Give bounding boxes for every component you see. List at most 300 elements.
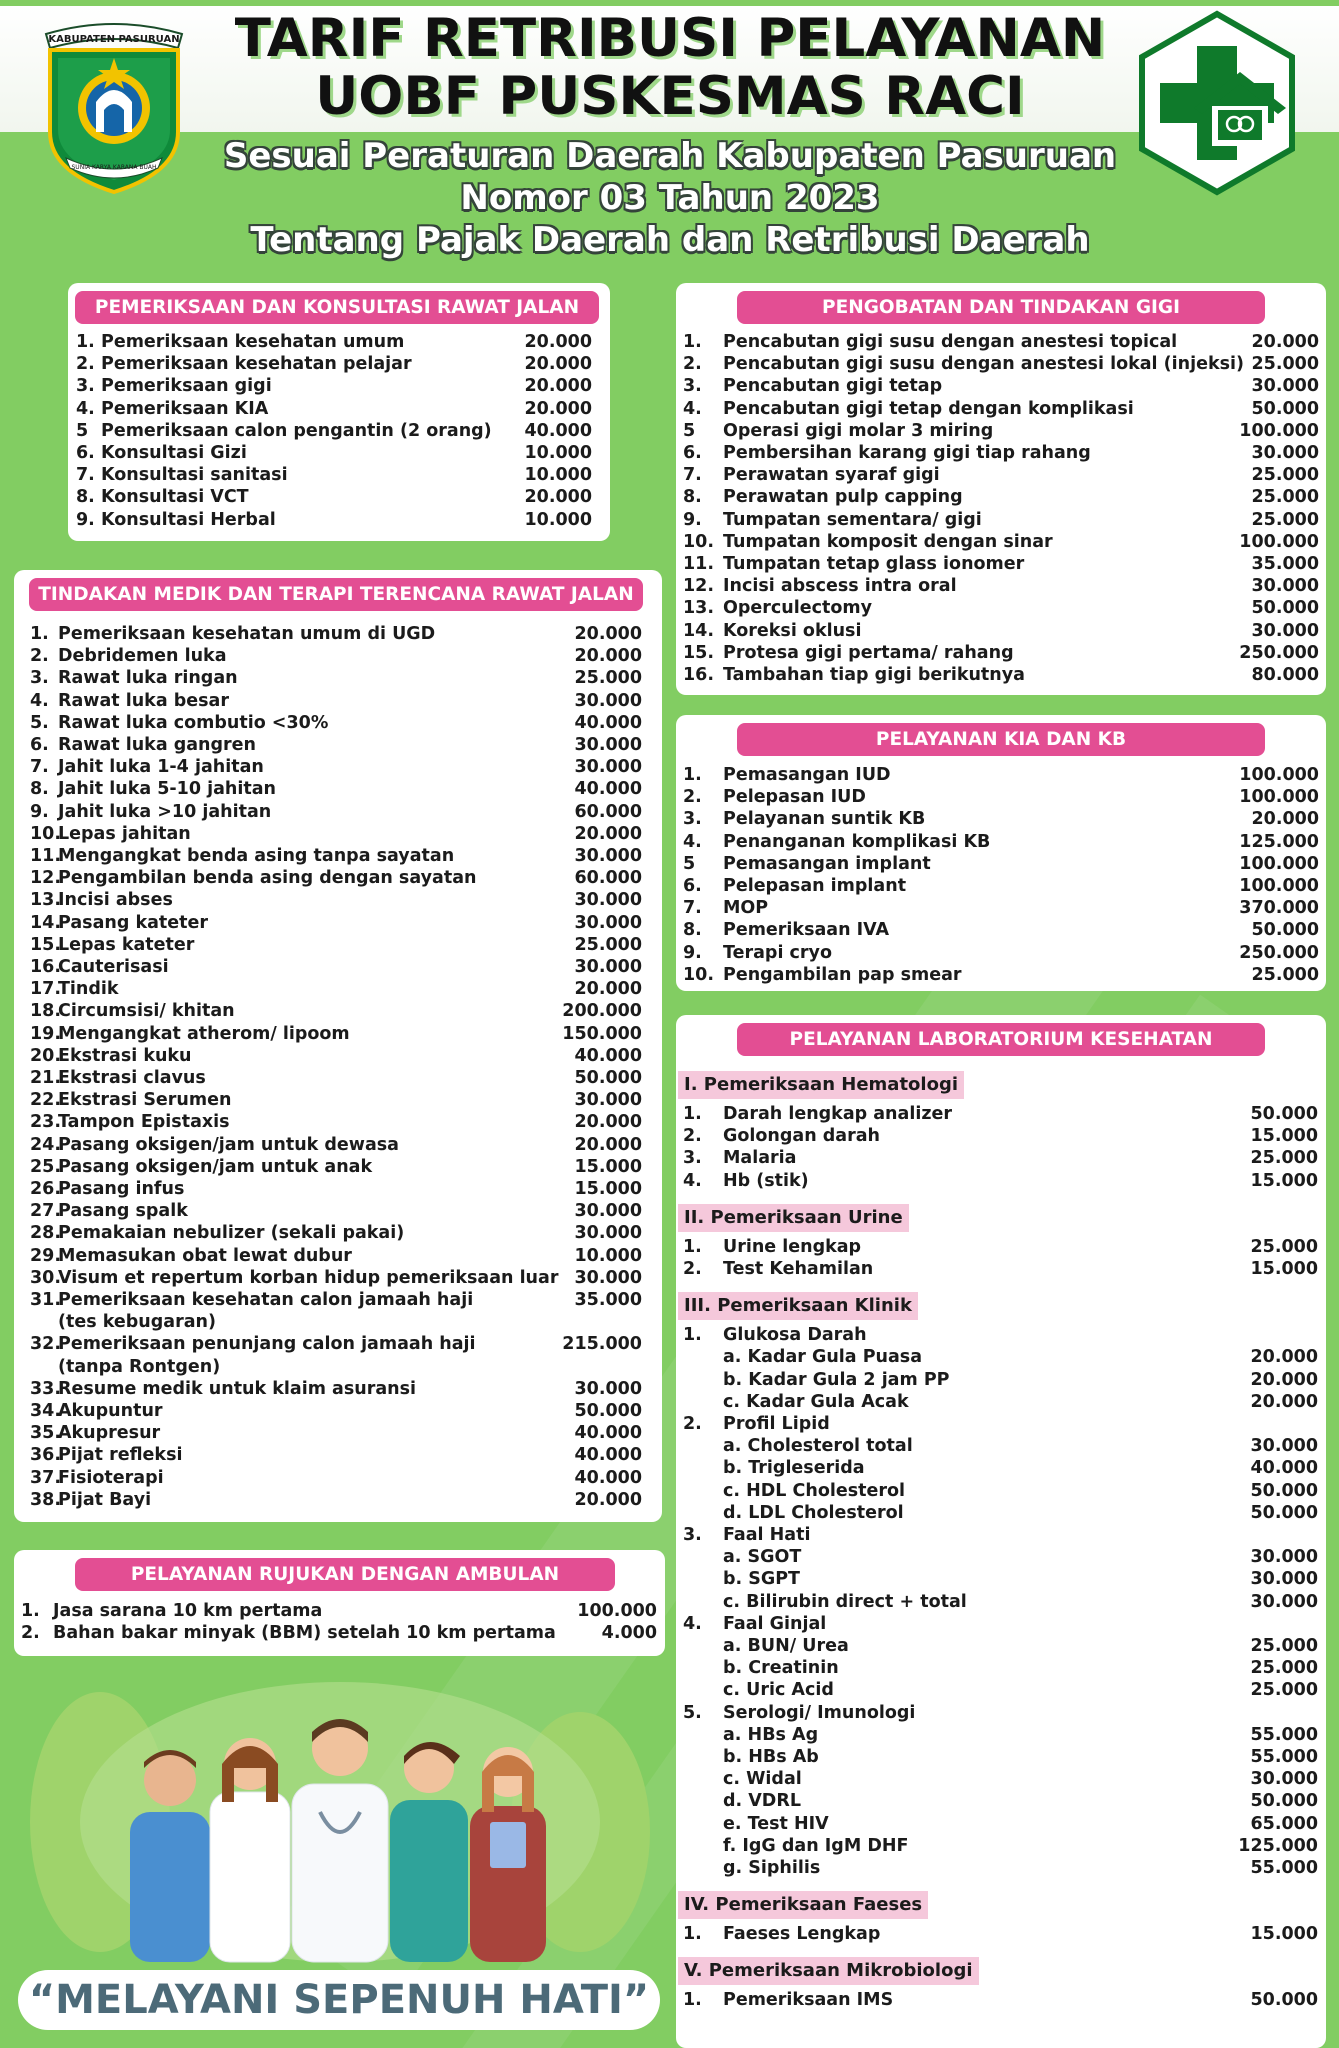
item-number: 5 — [76, 420, 89, 441]
item-label: Pemeriksaan kesehatan calon jamaah haji — [58, 1290, 474, 1310]
item-price: 55.000 — [1250, 1858, 1318, 1878]
item-price: 40.000 — [574, 779, 642, 800]
item-number: 8. — [30, 779, 49, 800]
price-row — [21, 1600, 661, 1622]
item-number: 9. — [683, 942, 702, 963]
item-label: c. Uric Acid — [723, 1680, 834, 1701]
item-number: 10. — [683, 531, 715, 552]
price-row — [30, 867, 646, 889]
price-row — [683, 1923, 1318, 1945]
item-price: 200.000 — [562, 1001, 642, 1022]
price-row — [30, 978, 646, 1000]
item-price: 30.000 — [574, 757, 642, 778]
item-number: 15. — [683, 642, 715, 663]
price-row — [30, 1089, 646, 1111]
item-label: Operculectomy — [723, 598, 873, 619]
item-label: Pasang oksigen/jam untuk anak — [58, 1156, 373, 1177]
item-number: 6. — [683, 443, 702, 463]
item-price: 25.000 — [1250, 1680, 1318, 1701]
price-row — [30, 845, 646, 867]
item-price: 30.000 — [1250, 1436, 1318, 1457]
item-label: Urine lengkap — [723, 1236, 862, 1257]
item-number: 8. — [683, 487, 702, 508]
subsection-heading: III. Pemeriksaan Klinik — [678, 1292, 918, 1320]
item-price: 20.000 — [1250, 1391, 1318, 1412]
item-price: 30.000 — [574, 890, 642, 911]
price-row — [30, 1333, 646, 1355]
item-label: Protesa gigi pertama/ rahang — [723, 642, 1014, 663]
item-label: Mengangkat atherom/ lipoom — [58, 1023, 350, 1044]
item-label: Pembersihan karang gigi tiap rahang — [723, 443, 1091, 463]
item-price: 40.000 — [574, 1423, 642, 1444]
item-label: Incisi abses — [58, 890, 173, 911]
item-price: 10.000 — [524, 509, 592, 530]
price-row — [683, 964, 1319, 986]
item-label: c. Bilirubin direct + total — [723, 1591, 967, 1612]
item-label: Circumsisi/ khitan — [58, 1001, 235, 1022]
item-label: a. HBs Ag — [723, 1724, 819, 1745]
item-price: 100.000 — [577, 1601, 657, 1621]
price-row — [683, 1457, 1318, 1479]
item-label: Akupresur — [58, 1423, 161, 1444]
price-row — [30, 1378, 646, 1400]
item-label: Rawat luka gangren — [58, 735, 256, 755]
item-number: 33. — [30, 1378, 62, 1399]
item-label: Resume medik untuk klaim asuransi — [58, 1378, 417, 1399]
price-row — [683, 897, 1319, 919]
price-row — [30, 801, 646, 823]
item-price: 250.000 — [1239, 642, 1319, 663]
item-label: d. LDL Cholesterol — [723, 1502, 904, 1523]
price-row — [683, 553, 1319, 575]
price-row — [30, 1200, 646, 1222]
item-number: 2. — [76, 354, 95, 375]
item-number: 9. — [683, 509, 702, 530]
price-row — [30, 778, 646, 800]
subsection-heading: V. Pemeriksaan Mikrobiologi — [678, 1957, 979, 1985]
item-number: 27. — [30, 1201, 62, 1222]
item-label: Faeses Lengkap — [723, 1924, 881, 1945]
item-price: 25.000 — [1250, 1148, 1318, 1169]
item-number: 5 — [683, 853, 696, 874]
item-price: 40.000 — [574, 1045, 642, 1066]
price-row — [683, 1236, 1318, 1258]
item-number: 34. — [30, 1401, 62, 1421]
price-row — [30, 956, 646, 978]
item-label: Pemeriksaan calon pengantin (2 orang) — [101, 420, 492, 441]
section-title: PELAYANAN KIA DAN KB — [737, 723, 1265, 756]
price-row — [30, 934, 646, 956]
item-label: Pemeriksaan penunjang calon jamaah haji — [58, 1334, 476, 1355]
item-label: Ekstrasi kuku — [58, 1045, 192, 1066]
item-label: Pemakaian nebulizer (sekali pakai) — [58, 1223, 405, 1244]
item-label: Penanganan komplikasi KB — [723, 831, 991, 852]
item-label: Pencabutan gigi tetap — [723, 376, 943, 397]
item-label: Jahit luka >10 jahitan — [58, 801, 272, 822]
price-row — [683, 1170, 1318, 1192]
price-row — [76, 331, 592, 353]
price-row — [76, 442, 592, 464]
item-price: 30.000 — [1250, 1547, 1318, 1568]
item-label: Pijat refleksi — [58, 1445, 183, 1466]
item-label: Konsultasi sanitasi — [101, 465, 288, 486]
item-price: 20.000 — [574, 624, 642, 644]
item-label: Bahan bakar minyak (BBM) setelah 10 km pertama — [53, 1623, 556, 1644]
item-label: Jahit luka 5-10 jahitan — [58, 779, 277, 800]
item-label: Pijat Bayi — [58, 1489, 152, 1510]
item-number: 15. — [30, 934, 62, 955]
item-label: Pemeriksaan gigi — [101, 376, 272, 397]
item-label: Profil Lipid — [723, 1414, 830, 1434]
item-label: Pelepasan implant — [723, 876, 907, 896]
item-price: 50.000 — [1251, 920, 1319, 941]
price-row — [30, 1400, 646, 1422]
price-row — [683, 1790, 1318, 1812]
item-number: 2. — [30, 646, 49, 667]
item-label: Perawatan pulp capping — [723, 487, 963, 508]
item-price: 30.000 — [574, 690, 642, 711]
item-price: 40.000 — [574, 712, 642, 733]
item-label: Pasang spalk — [58, 1201, 188, 1222]
item-number: 1. — [683, 1236, 702, 1257]
item-price: 60.000 — [574, 868, 642, 889]
item-price: 30.000 — [574, 1090, 642, 1111]
item-price: 25.000 — [1250, 1658, 1318, 1679]
item-price: 125.000 — [1238, 1835, 1318, 1856]
item-label: Konsultasi VCT — [101, 487, 249, 508]
item-number: 22. — [30, 1090, 62, 1111]
item-number: 2. — [683, 1414, 702, 1434]
price-row — [683, 331, 1319, 353]
item-price: 25.000 — [1251, 509, 1319, 530]
price-row — [30, 889, 646, 911]
item-price: 15.000 — [1250, 1924, 1318, 1945]
price-row — [683, 1346, 1318, 1368]
item-label: Pencabutan gigi susu dengan anestesi topical — [723, 332, 1178, 352]
item-number: 1. — [30, 624, 49, 644]
item-number: 2. — [683, 1259, 702, 1279]
price-row — [30, 1156, 646, 1178]
item-number: 29. — [30, 1245, 62, 1266]
item-label: Ekstrasi clavus — [58, 1068, 206, 1088]
item-price: 20.000 — [524, 354, 592, 375]
price-row — [30, 712, 646, 734]
item-number: 2. — [683, 354, 702, 375]
item-price: 25.000 — [574, 934, 642, 955]
item-label: Darah lengkap analizer — [723, 1104, 953, 1124]
subsection-heading: IV. Pemeriksaan Faeses — [678, 1891, 928, 1919]
page-title — [200, 10, 1140, 126]
emblem-top-text: KABUPATEN PASURUAN — [48, 34, 180, 45]
item-price: 100.000 — [1239, 420, 1319, 441]
item-number: 4. — [76, 398, 95, 419]
item-label: Debridemen luka — [58, 646, 227, 667]
item-price: 10.000 — [524, 443, 592, 463]
item-price: 250.000 — [1239, 942, 1319, 963]
item-price: 20.000 — [524, 376, 592, 397]
item-number: 3. — [683, 1148, 702, 1169]
item-label: Hb (stik) — [723, 1170, 809, 1191]
item-number: 3. — [76, 376, 95, 397]
slogan: “MELAYANI SEPENUH HATI” — [18, 1970, 660, 2030]
item-label: Perawatan syaraf gigi — [723, 465, 940, 486]
item-price: 35.000 — [1251, 554, 1319, 574]
item-label: Pasang oksigen/jam untuk dewasa — [58, 1134, 399, 1155]
item-label: MOP — [723, 898, 769, 919]
item-label: Pemeriksaan kesehatan umum — [101, 332, 405, 352]
item-number: 4. — [683, 831, 702, 852]
item-price: 20.000 — [574, 1489, 642, 1510]
section-title: PEMERIKSAAN DAN KONSULTASI RAWAT JALAN — [75, 291, 599, 324]
item-label: d. VDRL — [723, 1791, 801, 1812]
item-number: 13. — [683, 598, 715, 619]
item-label: Rawat luka besar — [58, 690, 229, 711]
item-price: 20.000 — [1251, 332, 1319, 352]
price-row — [683, 375, 1319, 397]
item-price: 50.000 — [1251, 398, 1319, 419]
item-price: 10.000 — [574, 1245, 642, 1266]
item-label: Pemeriksaan IVA — [723, 920, 890, 941]
price-row — [683, 1635, 1318, 1657]
price-row — [683, 1989, 1318, 2011]
item-number: 7. — [30, 757, 49, 778]
price-row — [30, 1422, 646, 1444]
item-price: 4.000 — [601, 1623, 657, 1644]
subsection-heading: I. Pemeriksaan Hematologi — [678, 1071, 964, 1099]
item-price: 15.000 — [574, 1179, 642, 1199]
item-number: 1. — [683, 765, 702, 785]
item-number: 17. — [30, 979, 62, 1000]
item-label: f. IgG dan IgM DHF — [723, 1835, 909, 1856]
item-label: Pemasangan IUD — [723, 765, 891, 785]
item-price: 40.000 — [574, 1445, 642, 1466]
item-price: 30.000 — [574, 1223, 642, 1244]
price-row — [30, 734, 646, 756]
price-row — [683, 1369, 1318, 1391]
price-row — [683, 486, 1319, 508]
price-row — [76, 509, 592, 531]
item-number: 6. — [30, 735, 49, 755]
price-row — [76, 398, 592, 420]
item-price: 25.000 — [574, 668, 642, 689]
item-number: 30. — [30, 1267, 62, 1288]
item-number: 37. — [30, 1467, 62, 1488]
item-label: Lepas kateter — [58, 934, 195, 955]
item-label: Pengambilan benda asing dengan sayatan — [58, 868, 477, 889]
section-title: PELAYANAN LABORATORIUM KESEHATAN — [737, 1023, 1265, 1056]
item-price: 20.000 — [1250, 1347, 1318, 1368]
item-number: 1. — [683, 1990, 702, 2011]
item-number: 14. — [30, 912, 62, 933]
price-row — [683, 1768, 1318, 1790]
item-label: Pencabutan gigi susu dengan anestesi lokal (injeksi) — [723, 354, 1245, 375]
item-price: 20.000 — [1250, 1369, 1318, 1390]
price-row — [683, 664, 1319, 686]
price-row — [683, 509, 1319, 531]
item-label: Cauterisasi — [58, 957, 169, 977]
item-price: 50.000 — [1250, 1990, 1318, 2011]
item-label: Konsultasi Gizi — [101, 443, 247, 463]
item-price: 40.000 — [524, 420, 592, 441]
item-label: Test Kehamilan — [723, 1259, 874, 1279]
item-label: e. Test HIV — [723, 1813, 829, 1834]
price-row — [683, 875, 1319, 897]
price-row — [683, 531, 1319, 553]
item-number: 14. — [683, 620, 715, 641]
item-number: 1. — [683, 1924, 702, 1945]
price-row — [76, 353, 592, 375]
price-row — [683, 1125, 1318, 1147]
item-label: a. Kadar Gula Puasa — [723, 1347, 923, 1368]
item-label: b. Creatinin — [723, 1658, 839, 1679]
panel-tindakan-medik — [14, 570, 662, 1522]
item-price: 10.000 — [524, 465, 592, 486]
item-label: a. SGOT — [723, 1547, 802, 1568]
price-row — [76, 420, 592, 442]
item-price: 125.000 — [1239, 831, 1319, 852]
title-line: TARIF RETRIBUSI PELAYANAN — [234, 8, 1106, 69]
item-price: 20.000 — [574, 979, 642, 1000]
item-number: 6. — [683, 876, 702, 896]
price-row — [683, 1524, 1318, 1546]
item-price: 30.000 — [574, 1201, 642, 1222]
item-label: Terapi cryo — [723, 942, 832, 963]
item-number: 3. — [683, 809, 702, 830]
price-row — [76, 464, 592, 486]
item-label: Faal Ginjal — [723, 1613, 827, 1634]
item-label: g. Siphilis — [723, 1858, 821, 1878]
item-number: 18. — [30, 1001, 62, 1022]
item-number: 1. — [21, 1601, 40, 1621]
price-row — [30, 1467, 646, 1489]
price-row — [683, 464, 1319, 486]
panel-laboratorium — [676, 1015, 1326, 2048]
item-number: 3. — [683, 1525, 702, 1545]
item-label: Jasa sarana 10 km pertama — [53, 1601, 323, 1621]
price-row — [21, 1622, 661, 1644]
price-row — [683, 831, 1319, 853]
item-price: 35.000 — [574, 1290, 642, 1310]
item-label: Faal Hati — [723, 1525, 811, 1545]
item-price: 100.000 — [1239, 876, 1319, 896]
item-number: 25. — [30, 1156, 62, 1177]
item-number: 9. — [30, 801, 49, 822]
section-title: PENGOBATAN DAN TINDAKAN GIGI — [737, 291, 1265, 324]
price-row — [683, 1435, 1318, 1457]
price-row — [683, 442, 1319, 464]
item-price: 15.000 — [1250, 1170, 1318, 1191]
subtitle-line: Tentang Pajak Daerah dan Retribusi Daerah — [250, 220, 1090, 260]
item-number: 7. — [683, 465, 702, 486]
item-label: b. HBs Ab — [723, 1747, 819, 1767]
item-label: Lepas jahitan — [58, 823, 191, 844]
price-row — [30, 645, 646, 667]
item-label: b. Trigleserida — [723, 1458, 865, 1479]
item-price: 100.000 — [1239, 531, 1319, 552]
item-number: 24. — [30, 1134, 62, 1155]
item-price: 25.000 — [1250, 1636, 1318, 1656]
item-number: 13. — [30, 890, 62, 911]
item-label: Memasukan obat lewat dubur — [58, 1245, 352, 1266]
item-label: Pasang infus — [58, 1179, 185, 1199]
item-number: 3. — [683, 376, 702, 397]
item-label: Fisioterapi — [58, 1467, 164, 1488]
item-number: 28. — [30, 1223, 62, 1244]
item-label: Glukosa Darah — [723, 1325, 867, 1346]
item-price: 25.000 — [1251, 964, 1319, 985]
item-label: Pengambilan pap smear — [723, 964, 962, 985]
item-price: 50.000 — [1250, 1791, 1318, 1812]
item-price: 215.000 — [562, 1334, 642, 1355]
price-row — [683, 764, 1319, 786]
price-row — [76, 375, 592, 397]
item-number: 2. — [683, 787, 702, 808]
price-row — [683, 1746, 1318, 1768]
item-price: 50.000 — [574, 1068, 642, 1088]
price-row — [683, 1724, 1318, 1746]
item-label: Koreksi oklusi — [723, 620, 862, 641]
item-number: 10. — [683, 964, 715, 985]
price-row — [30, 1489, 646, 1511]
price-row — [683, 808, 1319, 830]
price-row — [30, 823, 646, 845]
item-number: 19. — [30, 1023, 62, 1044]
item-number: 7. — [683, 898, 702, 919]
panel-rawat-jalan — [68, 283, 610, 541]
item-price: 100.000 — [1239, 765, 1319, 785]
item-price: 30.000 — [574, 846, 642, 866]
price-row — [683, 942, 1319, 964]
item-price: 30.000 — [1251, 576, 1319, 597]
section-title: PELAYANAN RUJUKAN DENGAN AMBULAN — [75, 1558, 615, 1591]
subtitle-line: Sesuai Peraturan Daerah Kabupaten Pasuruan — [223, 136, 1117, 176]
item-number: 1. — [683, 332, 702, 352]
price-row — [683, 1591, 1318, 1613]
medical-staff-illustration — [20, 1672, 660, 1972]
price-row — [683, 1502, 1318, 1524]
item-number: 1. — [76, 332, 95, 352]
item-label: a. BUN/ Urea — [723, 1636, 849, 1656]
item-number: 3. — [30, 668, 49, 689]
item-number: 4. — [683, 1170, 702, 1191]
panel-kia-kb — [676, 715, 1326, 991]
item-price: 55.000 — [1250, 1747, 1318, 1767]
item-price: 30.000 — [574, 957, 642, 977]
price-row — [30, 1134, 646, 1156]
item-price: 20.000 — [524, 487, 592, 508]
item-label: Tampon Epistaxis — [58, 1112, 230, 1133]
item-price: 370.000 — [1239, 898, 1319, 919]
item-label: Ekstrasi Serumen — [58, 1090, 232, 1111]
item-label: Visum et repertum korban hidup pemeriksaan luar — [58, 1267, 559, 1288]
item-price: 20.000 — [1251, 809, 1319, 830]
item-number: 31. — [30, 1290, 62, 1310]
price-row — [683, 597, 1319, 619]
price-row — [30, 1245, 646, 1267]
price-row — [683, 919, 1319, 941]
item-label: Tindik — [58, 979, 119, 1000]
item-label: Tumpatan tetap glass ionomer — [723, 554, 1025, 574]
price-row — [683, 1679, 1318, 1701]
item-label: Malaria — [723, 1148, 797, 1169]
item-label: Operasi gigi molar 3 miring — [723, 420, 994, 441]
item-number: 32. — [30, 1334, 62, 1355]
price-row — [30, 623, 646, 645]
price-row — [683, 620, 1319, 642]
item-number: 38. — [30, 1489, 62, 1510]
price-row — [683, 1835, 1318, 1857]
price-row — [30, 1045, 646, 1067]
